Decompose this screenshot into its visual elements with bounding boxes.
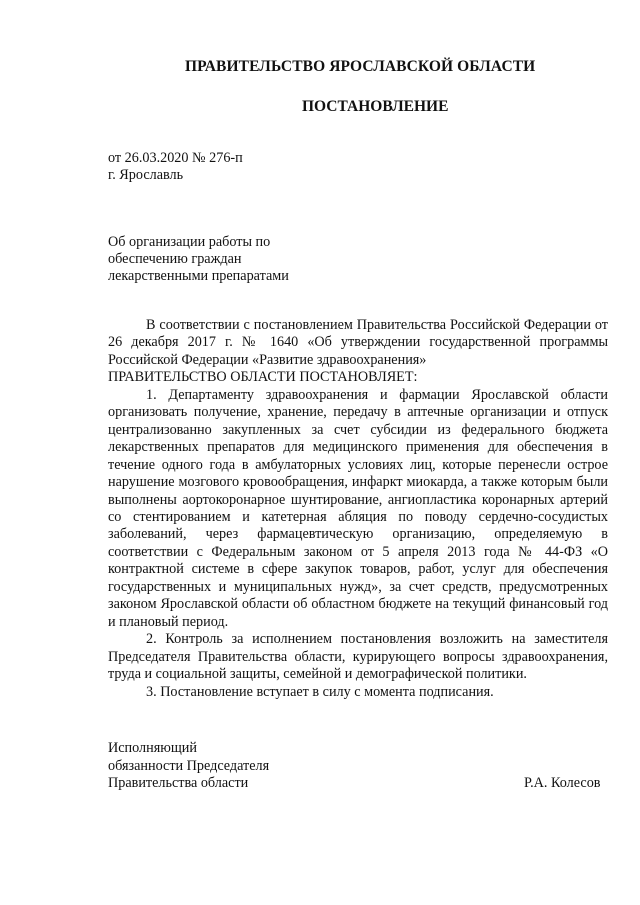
document-meta (108, 150, 243, 184)
resolves-line: ПРАВИТЕЛЬСТВО ОБЛАСТИ ПОСТАНОВЛЯЕТ: (108, 369, 418, 386)
government-title: ПРАВИТЕЛЬСТВО ЯРОСЛАВСКОЙ ОБЛАСТИ (185, 58, 536, 75)
signatory-position-line: Правительства области (108, 775, 249, 791)
document-subject (108, 234, 289, 285)
signatory-position-line: Исполняющий (108, 740, 197, 756)
signatory-name: Р.А. Колесов (524, 775, 601, 791)
city: г. Ярославль (108, 167, 184, 183)
subject-line: Об организации работы по (108, 234, 271, 250)
preamble-paragraph: В соответствии с постановлением Правительства Российской Федерации от 26 декабря 2017 г. № 1640 «Об утверждении государственной программы Российской Федерации «Развитие здравоохранения» (108, 317, 608, 368)
signatory-position (108, 740, 269, 793)
document-type-title: ПОСТАНОВЛЕНИЕ (302, 98, 449, 115)
item-1-paragraph: 1. Департаменту здравоохранения и фармации Ярославской области организовать получение, хранение, передачу в аптечные организации и отпуск централизованно закупленных за счет субсидии из федерального бюджета лекарственных препаратов для медицинского применения для обеспечения в течение одного года в амбулаторных условиях лиц, которые перенесли острое нарушение мозгового кровообращения, инфаркт миокарда, а также которым были выполнены аортокоронарное шунтирование, ангиопластика коронарных артерий со стентированием и катетерная абляция по поводу сердечно-сосудистых заболеваний, через фармацевтическую организацию, определяемую в соответствии с Федеральным законом от 5 апреля 2013 года № 44-ФЗ «О контрактной системе в сфере закупок товаров, работ, услуг для обеспечения государственных и муниципальных нужд», за счет средств, предусмотренных законом Ярославской области об областном бюджете на текущий финансовый год и плановый период. (108, 386, 608, 630)
document-body (108, 317, 608, 701)
signatory-position-line: обязанности Председателя (108, 757, 270, 774)
subject-line: лекарственными препаратами (108, 268, 289, 284)
item-3-paragraph: 3. Постановление вступает в силу с момента подписания. (146, 683, 494, 700)
item-2-paragraph: 2. Контроль за исполнением постановления возложить на заместителя Председателя Правительства области, курирующего вопросы здравоохранения, труда и социальной защиты, семейной и демографической политики. (108, 631, 608, 683)
subject-line: обеспечению граждан (108, 251, 242, 267)
date-number: от 26.03.2020 № 276-п (108, 150, 243, 166)
